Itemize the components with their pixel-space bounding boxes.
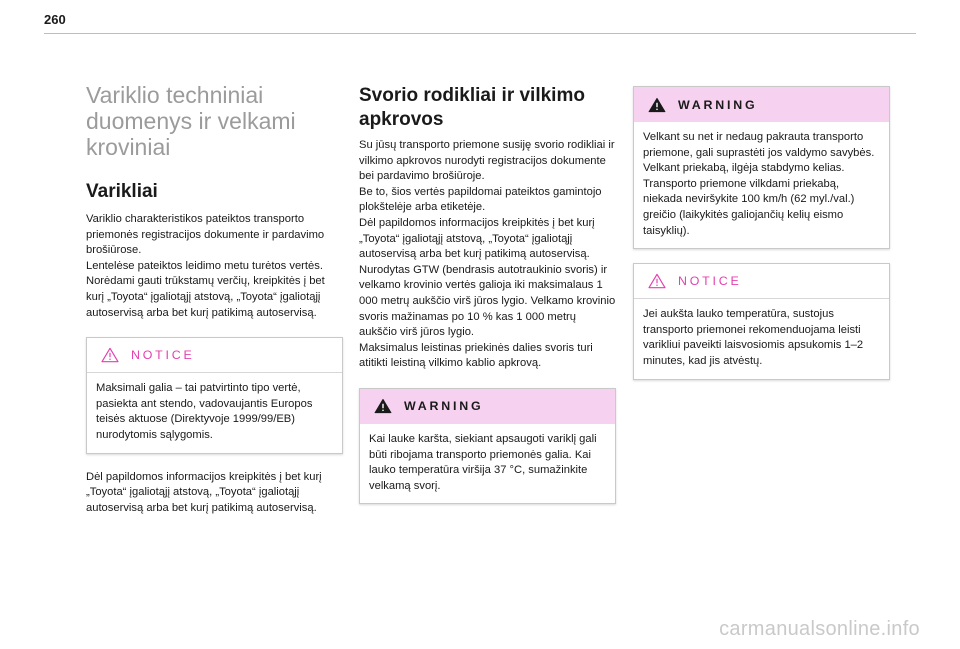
- paragraph: Transporto priemone vilkdami priekabą, niekada neviršykite 100 km/h (62 myl./val.) greičio (laikykitės galiojančių kelių eismo taisyklių).: [643, 177, 855, 237]
- column-3: [633, 86, 890, 380]
- column-2: [359, 82, 616, 504]
- warning-title: WARNING: [404, 399, 484, 414]
- paragraph: Dėl papildomos informacijos kreipkitės į bet kurį „Toyota“ įgaliotąjį atstovą, „Toyota“ įgaliotąjį autoservisą arba bet kurį patikimą autoservisą.: [359, 216, 595, 261]
- top-divider: [44, 33, 916, 34]
- notice-header: [634, 264, 889, 299]
- section-heading-weights: Svorio rodikliai ir vilkimo apkrovos: [359, 85, 585, 130]
- notice-text: Jei aukšta lauko temperatūra, sustojus transporto priemonei rekomenduojama leisti varikliui paveikti laisvosiomis apsukomis 1–2 minutes, kad jis atvėstų.: [643, 308, 864, 367]
- notice-title: NOTICE: [131, 348, 195, 363]
- paragraph: Velkant su net ir nedaug pakrauta transporto priemone, gali suprastėti jos valdymo savybės.: [643, 131, 875, 159]
- notice-box: [633, 263, 890, 379]
- warning-box: [359, 388, 616, 504]
- engines-text: [86, 212, 343, 321]
- paragraph: Velkant priekabą, ilgėja stabdymo kelias.: [643, 162, 845, 175]
- paragraph: Maksimalus leistinas priekinės dalies svoris turi atitikti leistiną vilkimo kablio apkrovą.: [359, 341, 593, 370]
- paragraph: Norėdami gauti trūkstamų verčių, kreipkitės į bet kurį „Toyota“ įgaliotąjį atstovą, „Toyota“ įgaliotąjį autoservisą arba bet kurį patikimą autoservisą.: [86, 275, 325, 319]
- notice-header: [87, 338, 342, 373]
- warning-text: [634, 122, 889, 248]
- paragraph: Lentelėse pateiktos leidimo metu turėtos vertės.: [86, 259, 323, 272]
- notice-text: Maksimali galia – tai patvirtinto tipo vertė, pasiekta ant stendo, vadovaujantis Europos teisės aktuose (Direktyvoje 1999/99/EB) nurodytomis sąlygomis.: [96, 382, 313, 441]
- warning-text: Kai lauke karšta, siekiant apsaugoti variklį gali būti ribojama transporto priemonės galia. Kai lauko temperatūra viršija 37 °C, sumažinkite velkamą svorį.: [369, 432, 597, 492]
- paragraph: Su jūsų transporto priemone susiję svorio rodikliai ir vilkimo apkrovos nurodyti registracijos dokumente bei pardavimo brošiūroje.: [359, 139, 615, 183]
- chapter-title: Variklio techniniai duomenys ir velkami kroviniai: [86, 82, 296, 160]
- after-notice-text: Dėl papildomos informacijos kreipkitės į bet kurį „Toyota“ įgaliotąjį atstovą, „Toyota“ įgaliotąjį autoservisą arba bet kurį patikimą autoservisą.: [86, 470, 322, 514]
- warning-triangle-outline-icon: [101, 347, 119, 363]
- warning-header: [634, 87, 889, 122]
- warning-header: [360, 389, 615, 424]
- section-heading-engines: Varikliai: [86, 181, 158, 202]
- warning-triangle-filled-icon: [648, 97, 666, 113]
- notice-box: [86, 337, 343, 453]
- page-number: 260: [44, 12, 66, 27]
- paragraph: Variklio charakteristikos pateiktos transporto priemonės registracijos dokumente ir pardavimo brošiūrose.: [86, 213, 325, 257]
- warning-title: WARNING: [678, 97, 758, 112]
- weights-text: [359, 138, 616, 372]
- warning-triangle-filled-icon: [374, 398, 392, 414]
- notice-title: NOTICE: [678, 274, 742, 289]
- paragraph: Be to, šios vertės papildomai pateiktos gamintojo plokštelėje arba etiketėje.: [359, 185, 602, 214]
- warning-box: [633, 86, 890, 249]
- paragraph: Nurodytas GTW (bendrasis autotraukinio svoris) ir velkamo krovinio vertės galioja iki maksimalaus 1 000 metrų aukščio virš jūros lygio. Velkamo krovinio svoris mažinamas po 10 % kas 1 000 metrų aukščio virš jūros lygio.: [359, 263, 616, 339]
- watermark: carmanualsonline.info: [719, 618, 920, 640]
- column-1: [86, 82, 343, 516]
- warning-triangle-outline-icon: [648, 273, 666, 289]
